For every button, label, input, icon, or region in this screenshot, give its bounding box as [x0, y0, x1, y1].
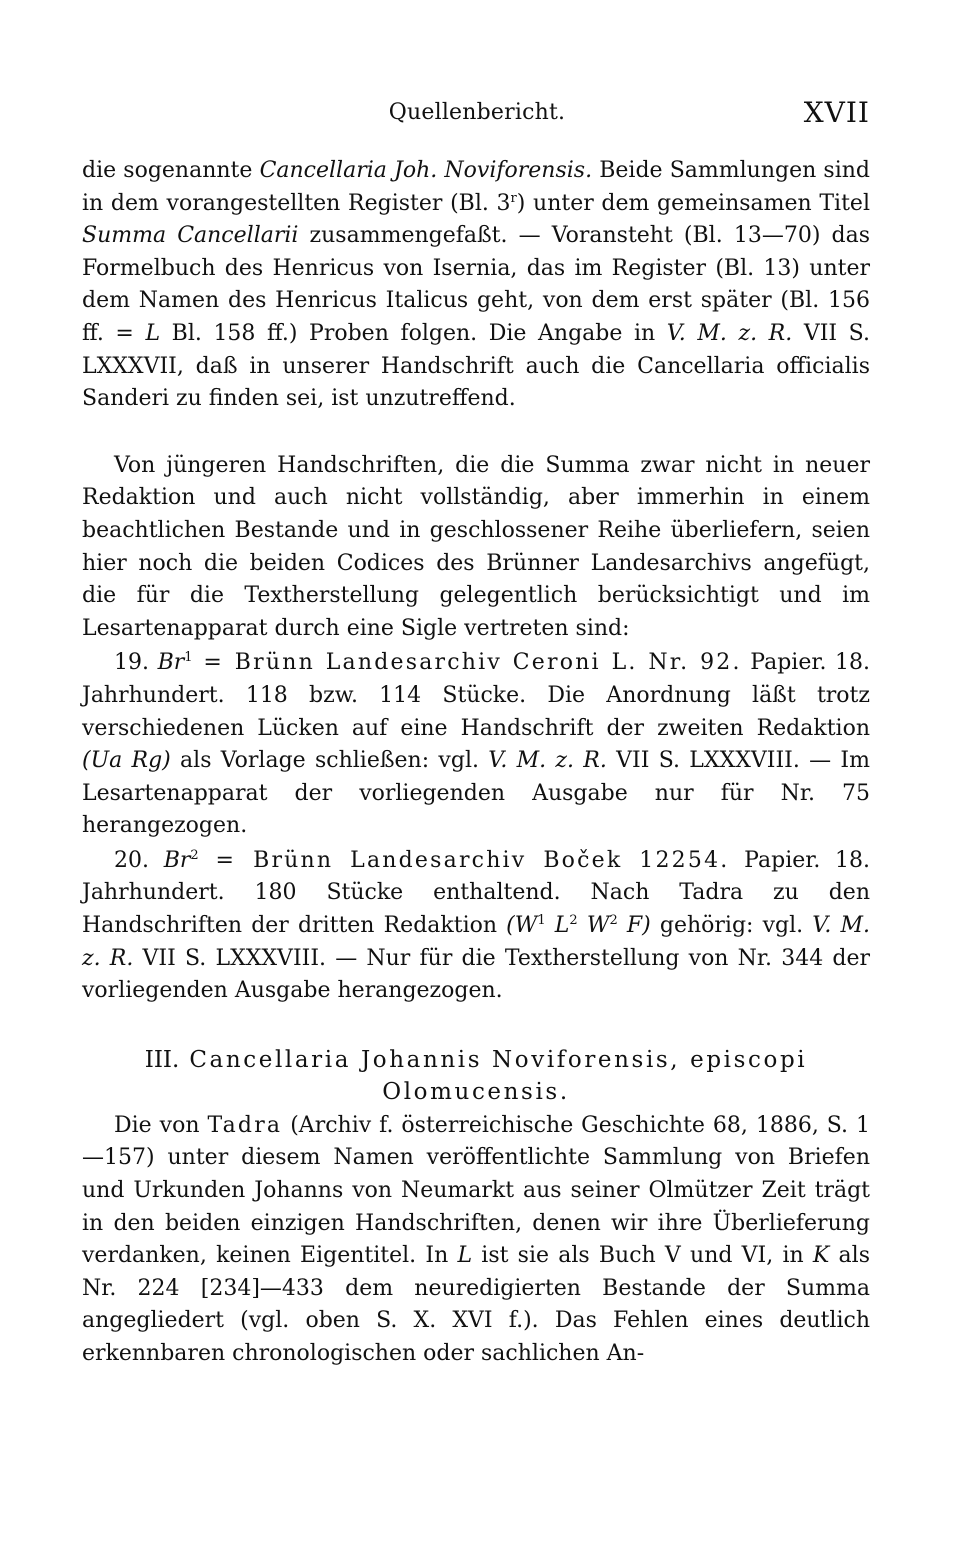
italic-title: Summa Cancellarii	[82, 223, 299, 249]
body-text	[82, 155, 870, 1371]
italic-sigle: (W	[506, 913, 538, 939]
section-number: III.	[144, 1046, 180, 1073]
paragraph-continuation	[82, 155, 870, 416]
spaced-shelfmark: = Brünn Landesarchiv Ceroni L. Nr. 92.	[192, 650, 742, 676]
text-run: die sogenannte	[82, 158, 260, 183]
paragraph-section-intro	[82, 1110, 870, 1371]
text-run: Papier. 18. Jahrhundert. 118 bzw. 114 Stücke. Die Anordnung läßt trotz verschiedenen Lücken auf eine Handschrift der zweiten Redaktion	[82, 650, 871, 741]
italic-abbrev: V. M. z. R.	[666, 320, 793, 346]
superscript: 2	[569, 913, 578, 929]
superscript: 2	[609, 913, 618, 929]
text-run: VII S. LXXXVIII. — Nur für die Textherstellung von Nr. 344 der vorliegenden Ausgabe herangezogen.	[82, 945, 871, 1004]
page-number: XVII	[803, 96, 870, 129]
text-run: VII S. LXXXVII, daß in unserer Handschrift auch die Cancellaria officialis Sanderi zu finden sei, ist unzutreffend.	[82, 320, 870, 412]
section-title: Cancellaria Johannis Noviforensis, episcopi Olomucensis.	[189, 1046, 808, 1105]
italic-sigle: K	[812, 1243, 830, 1269]
spaced-name: Tadra	[207, 1112, 283, 1138]
text-run: gehörig: vgl.	[650, 913, 813, 939]
superscript: 2	[190, 847, 199, 863]
text-run: zusammengefaßt. — Voransteht (Bl. 13—70) das Formelbuch des Henricus von Isernia, das im Register (Bl. 13) unter dem Namen des Henricus Italicus geht, von dem erst später (Bl. 156 ff. =	[82, 223, 871, 346]
superscript: r	[510, 190, 517, 206]
sigle: Br	[163, 847, 191, 873]
manuscript-entry-20	[82, 845, 870, 1008]
entry-number: 19.	[114, 650, 158, 676]
italic-sigle: L	[545, 913, 570, 939]
text-run: Die von	[114, 1112, 208, 1138]
section-heading	[82, 1044, 870, 1108]
superscript: 1	[537, 913, 546, 929]
italic-sigle: W	[577, 913, 610, 939]
sigle: Br	[157, 650, 185, 676]
text-run: (Archiv f. österreichische Geschichte 68, 1886, S. 1—157) unter diesem Namen veröffentlichte Sammlung von Briefen und Urkunden Johanns von Neumarkt aus seiner Olmützer Zeit trägt in den beiden einzigen Handschriften, denen wir ihre Überlieferung verdanken, keinen Eigentitel. In	[82, 1112, 870, 1269]
text-run: VII S. LXXXVIII. — Im Lesartenapparat der vorliegenden Ausgabe nur für Nr. 75 herangezogen.	[82, 748, 870, 839]
italic-abbrev: V. M. z. R.	[488, 748, 607, 774]
entry-number: 20.	[114, 847, 164, 873]
italic-abbrev: V. M. z. R.	[82, 913, 870, 971]
manuscript-entry-19	[82, 647, 870, 843]
italic-sigles: (Ua Rg)	[82, 748, 171, 774]
text-run: Beide Sammlungen sind in dem vorangestellten Register (Bl. 3	[82, 158, 870, 216]
running-head	[82, 96, 872, 136]
text-run: Papier. 18. Jahrhundert. 180 Stücke enthaltend. Nach Tadra zu den Handschriften der dritten Redaktion	[82, 847, 871, 939]
superscript: 1	[184, 650, 193, 666]
paragraph-younger-manuscripts: Von jüngeren Handschriften, die die Summa zwar nicht in neuer Redaktion und auch nicht vollständig, aber immerhin in einem beachtlichen Bestande und in geschlossener Reihe überliefern, seien hier noch die beiden Codices des Brünner Landesarchivs angefügt, die für die Textherstellung gelegentlich berücksichtigt und im Lesartenapparat durch eine Sigle vertreten sind:	[82, 452, 870, 641]
text-run: ) unter dem gemeinsamen Titel	[516, 190, 870, 216]
text-run: ist sie als Buch V und VI, in	[472, 1243, 813, 1269]
italic-sigle: F)	[617, 913, 651, 939]
italic-title: Cancellaria Joh. Noviforensis.	[259, 158, 593, 183]
text-run: als Nr. 224 [234]—433 dem neuredigierten Bestande der Summa angegliedert (vgl. oben S. X. XVI f.). Das Fehlen eines deutlich erkennbaren chronologischen oder sachlichen An-	[82, 1243, 870, 1366]
running-title: Quellenbericht.	[388, 100, 566, 125]
spaced-shelfmark: = Brünn Landesarchiv Boček 12254.	[198, 847, 730, 873]
italic-sigle: L	[145, 320, 161, 346]
text-run: als Vorlage schließen: vgl.	[170, 748, 489, 774]
text-run: Bl. 158 ff.) Proben folgen. Die Angabe in	[160, 320, 667, 346]
italic-sigle: L	[457, 1243, 473, 1269]
